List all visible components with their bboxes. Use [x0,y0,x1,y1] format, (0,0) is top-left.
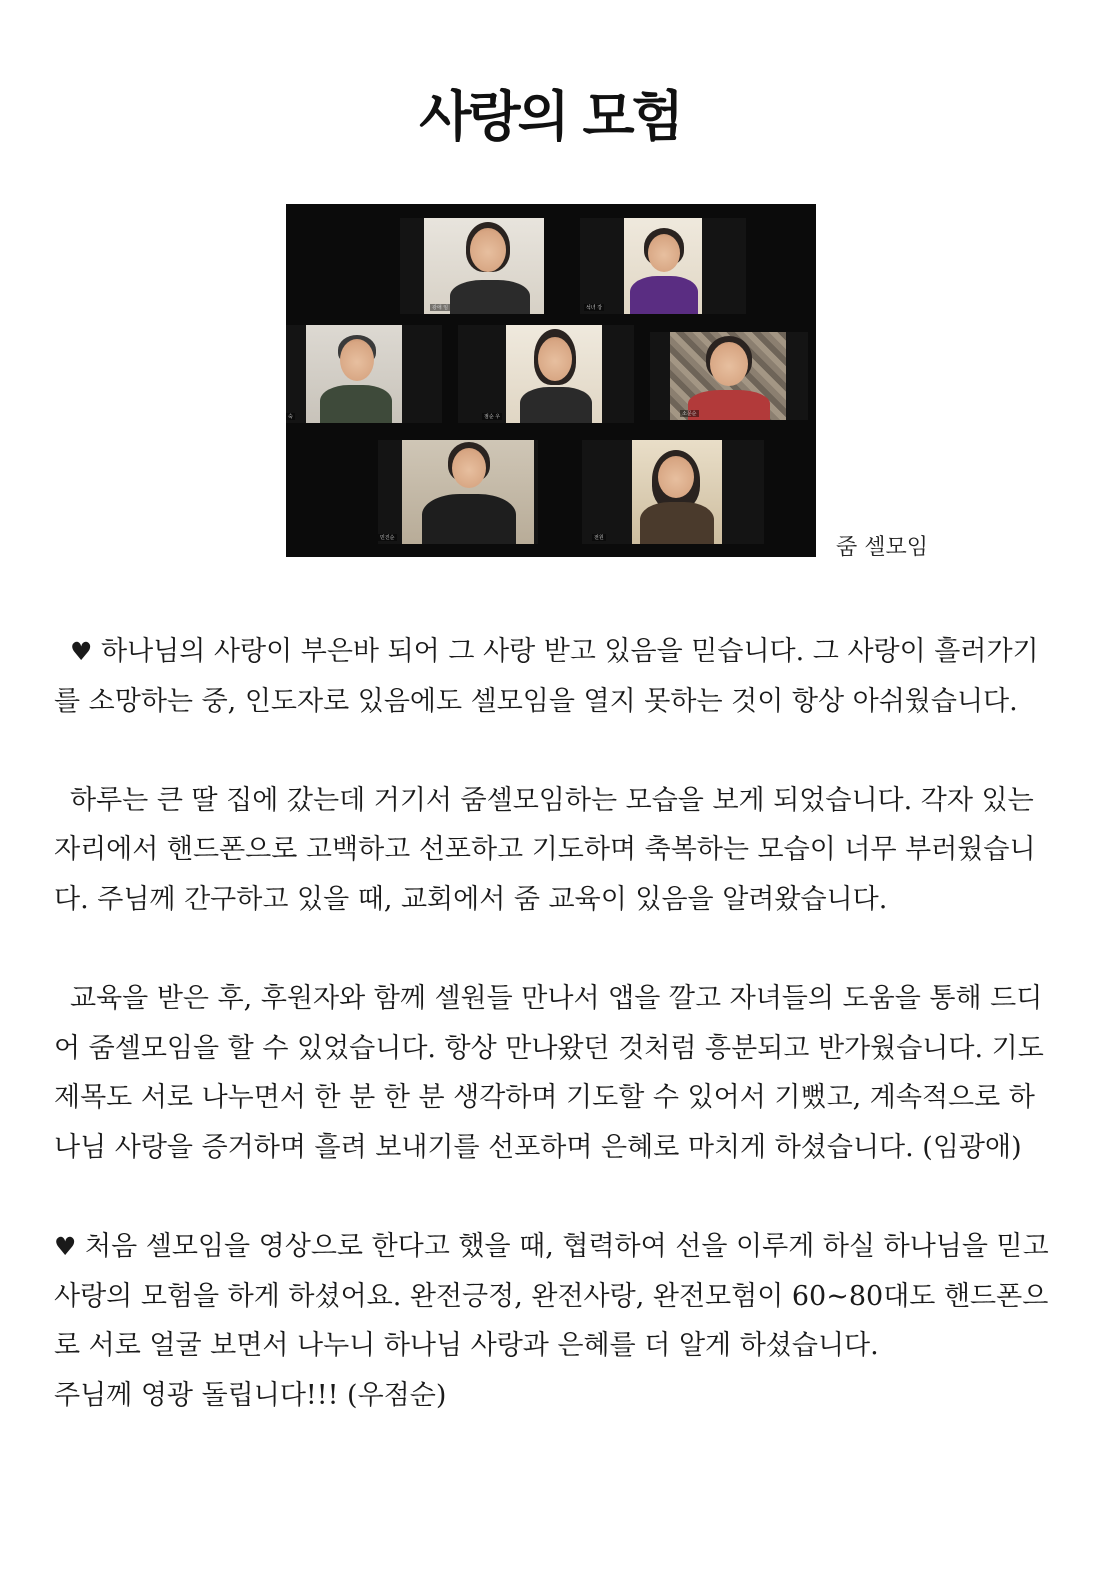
article-body [54,627,1054,1421]
video-tile [378,440,538,544]
participant-name: 소문순 [682,411,697,417]
participant-name: 전원 [594,535,604,541]
paragraph [54,627,1054,726]
page-title: 사랑의 모험 [419,85,681,148]
participant-name: 석녀 강 [586,305,603,311]
video-tile [580,218,746,314]
zoom-meeting-photo [286,204,816,557]
video-tile [650,332,808,420]
paragraph-text: 하나님의 사랑이 부은바 되어 그 사랑 받고 있음을 믿습니다. 그 사랑이 흘러가기를 소망하는 중, 인도자로 있음에도 셀모임을 열지 못하는 것이 항상 아쉬웠습니다. [54,636,1039,717]
heart-icon: ♥ [70,637,93,666]
participant-name: 광애 임 [432,305,449,311]
video-tile [458,325,634,423]
paragraph [54,1222,1054,1371]
paragraph: 교육을 받은 후, 후원자와 함께 셀원들 만나서 앱을 깔고 자녀들의 도움을 통해 드디어 줌셀모임을 할 수 있었습니다. 항상 만나왔던 것처럼 흥분되고 반가웠습니다. 기도제목도 서로 나누면서 한 분 한 분 생각하며 기도할 수 있어서 기뻤고, 계속적으로 하나님 사랑을 증거하며 흘려 보내기를 선포하며 은혜로 마치게 하셨습니다. (임광애) [54,983,1044,1163]
participant-name: 숙 [288,414,293,420]
heart-icon: ♥ [54,1232,77,1262]
photo-caption: 줌 셀모임 [836,535,929,560]
video-tile [400,218,544,314]
participant-name: 점순 우 [484,414,501,420]
participant-name: 민진순 [380,535,395,541]
paragraph: 하루는 큰 딸 집에 갔는데 거기서 줌셀모임하는 모습을 보게 되었습니다. 각자 있는 자리에서 핸드폰으로 고백하고 선포하고 기도하며 축복하는 모습이 너무 부러웠습니다. 주님께 간구하고 있을 때, 교회에서 줌 교육이 있음을 알려왔습니다. [54,784,1036,915]
paragraph: 주님께 영광 돌립니다!!! (우점순) [54,1379,447,1411]
video-tile [582,440,764,544]
paragraph-text: 처음 셀모임을 영상으로 한다고 했을 때, 협력하여 선을 이루게 하실 하나님을 믿고 사랑의 모험을 하게 하셨어요. 완전긍정, 완전사랑, 완전모험이 60~80대도 핸드폰으로 서로 얼굴 보면서 나누니 하나님 사랑과 은혜를 더 알게 하셨습니다. [54,1231,1049,1362]
video-tile [286,325,442,423]
